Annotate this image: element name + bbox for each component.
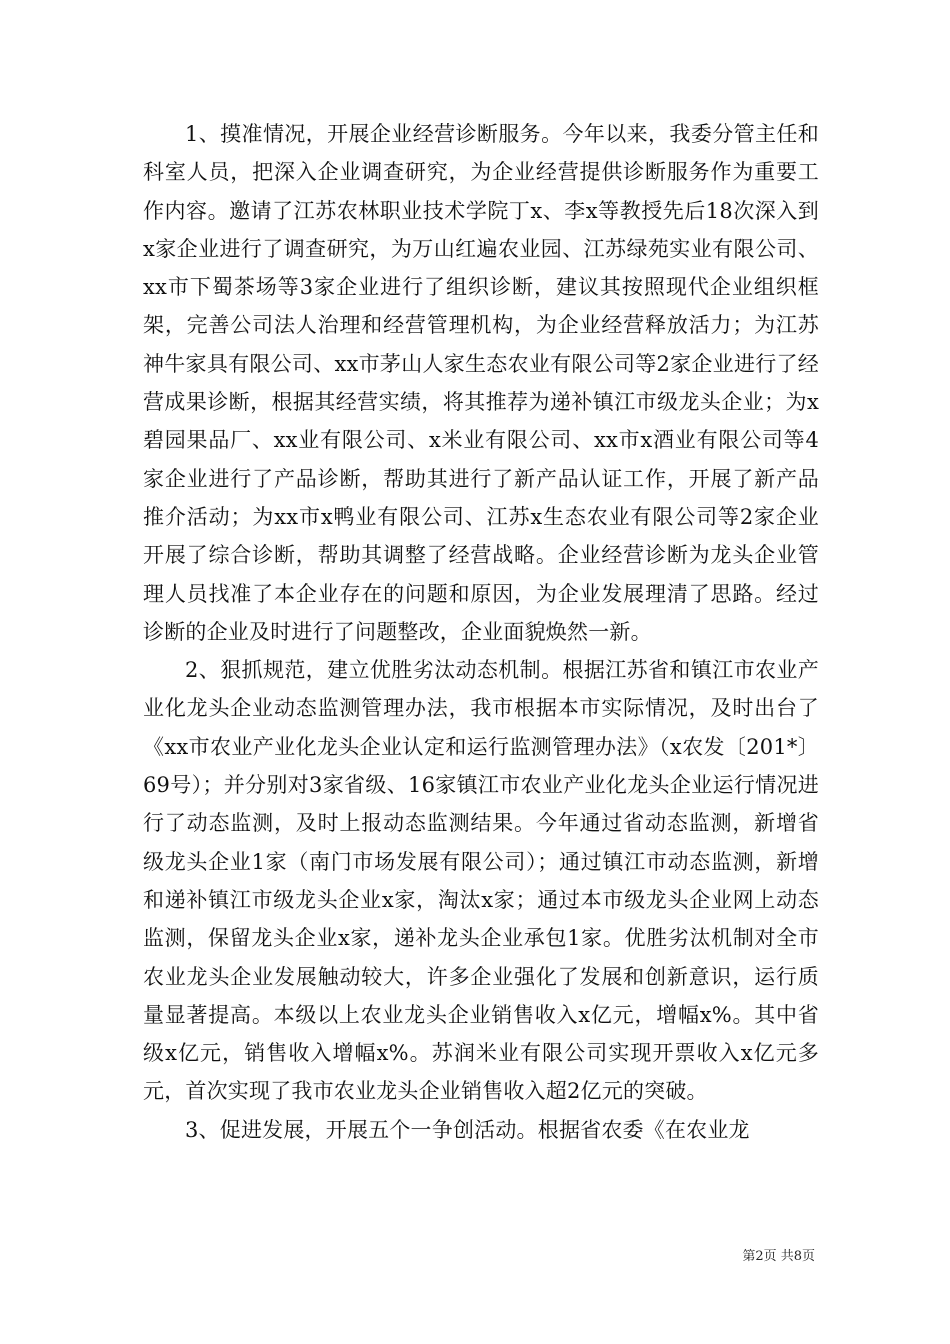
paragraph-2: 2、狠抓规范，建立优胜劣汰动态机制。根据江苏省和镇江市农业产业化龙头企业动态监测管理办法，我市根据本市实际情况，及时出台了《xx市农业产业化龙头企业认定和运行监测管理办法》（x农发〔201*〕69号）；并分别对3家省级、16家镇江市农业产业化龙头企业运行情况进行了动态监测，及时上报动态监测结果。今年通过省动态监测，新增省级龙头企业1家（南门市场发展有限公司）；通过镇江市动态监测，新增和递补镇江市级龙头企业x家，淘汰x家；通过本市级龙头企业网上动态监测，保留龙头企业x家，递补龙头企业承包1家。优胜劣汰机制对全市农业龙头企业发展触动较大，许多企业强化了发展和创新意识，运行质量显著提高。本级以上农业龙头企业销售收入x亿元，增幅x%。其中省级x亿元，销售收入增幅x%。苏润米业有限公司实现开票收入x亿元多元，首次实现了我市农业龙头企业销售收入超2亿元的突破。 xyxy=(143,658,819,1104)
document-body xyxy=(143,115,819,1149)
paragraph-1: 1、摸准情况，开展企业经营诊断服务。今年以来，我委分管主任和科室人员，把深入企业调查研究，为企业经营提供诊断服务作为重要工作内容。邀请了江苏农林职业技术学院丁x、李x等教授先后18次深入到x家企业进行了调查研究，为万山红遍农业园、江苏绿苑实业有限公司、xx市下蜀茶场等3家企业进行了组织诊断，建议其按照现代企业组织框架，完善公司法人治理和经营管理机构，为企业经营释放活力；为江苏神牛家具有限公司、xx市茅山人家生态农业有限公司等2家企业进行了经营成果诊断，根据其经营实绩，将其推荐为递补镇江市级龙头企业；为x碧园果品厂、xx业有限公司、x米业有限公司、xx市x酒业有限公司等4家企业进行了产品诊断，帮助其进行了新产品认证工作，开展了新产品推介活动；为xx市x鸭业有限公司、江苏x生态农业有限公司等2家企业开展了综合诊断，帮助其调整了经营战略。企业经营诊断为龙头企业管理人员找准了本企业存在的问题和原因，为企业发展理清了思路。经过诊断的企业及时进行了问题整改，企业面貌焕然一新。 xyxy=(143,122,819,644)
paragraph-3: 3、促进发展，开展五个一争创活动。根据省农委《在农业龙 xyxy=(185,1117,750,1142)
page-number-footer: 第2页 共8页 xyxy=(742,1249,815,1264)
